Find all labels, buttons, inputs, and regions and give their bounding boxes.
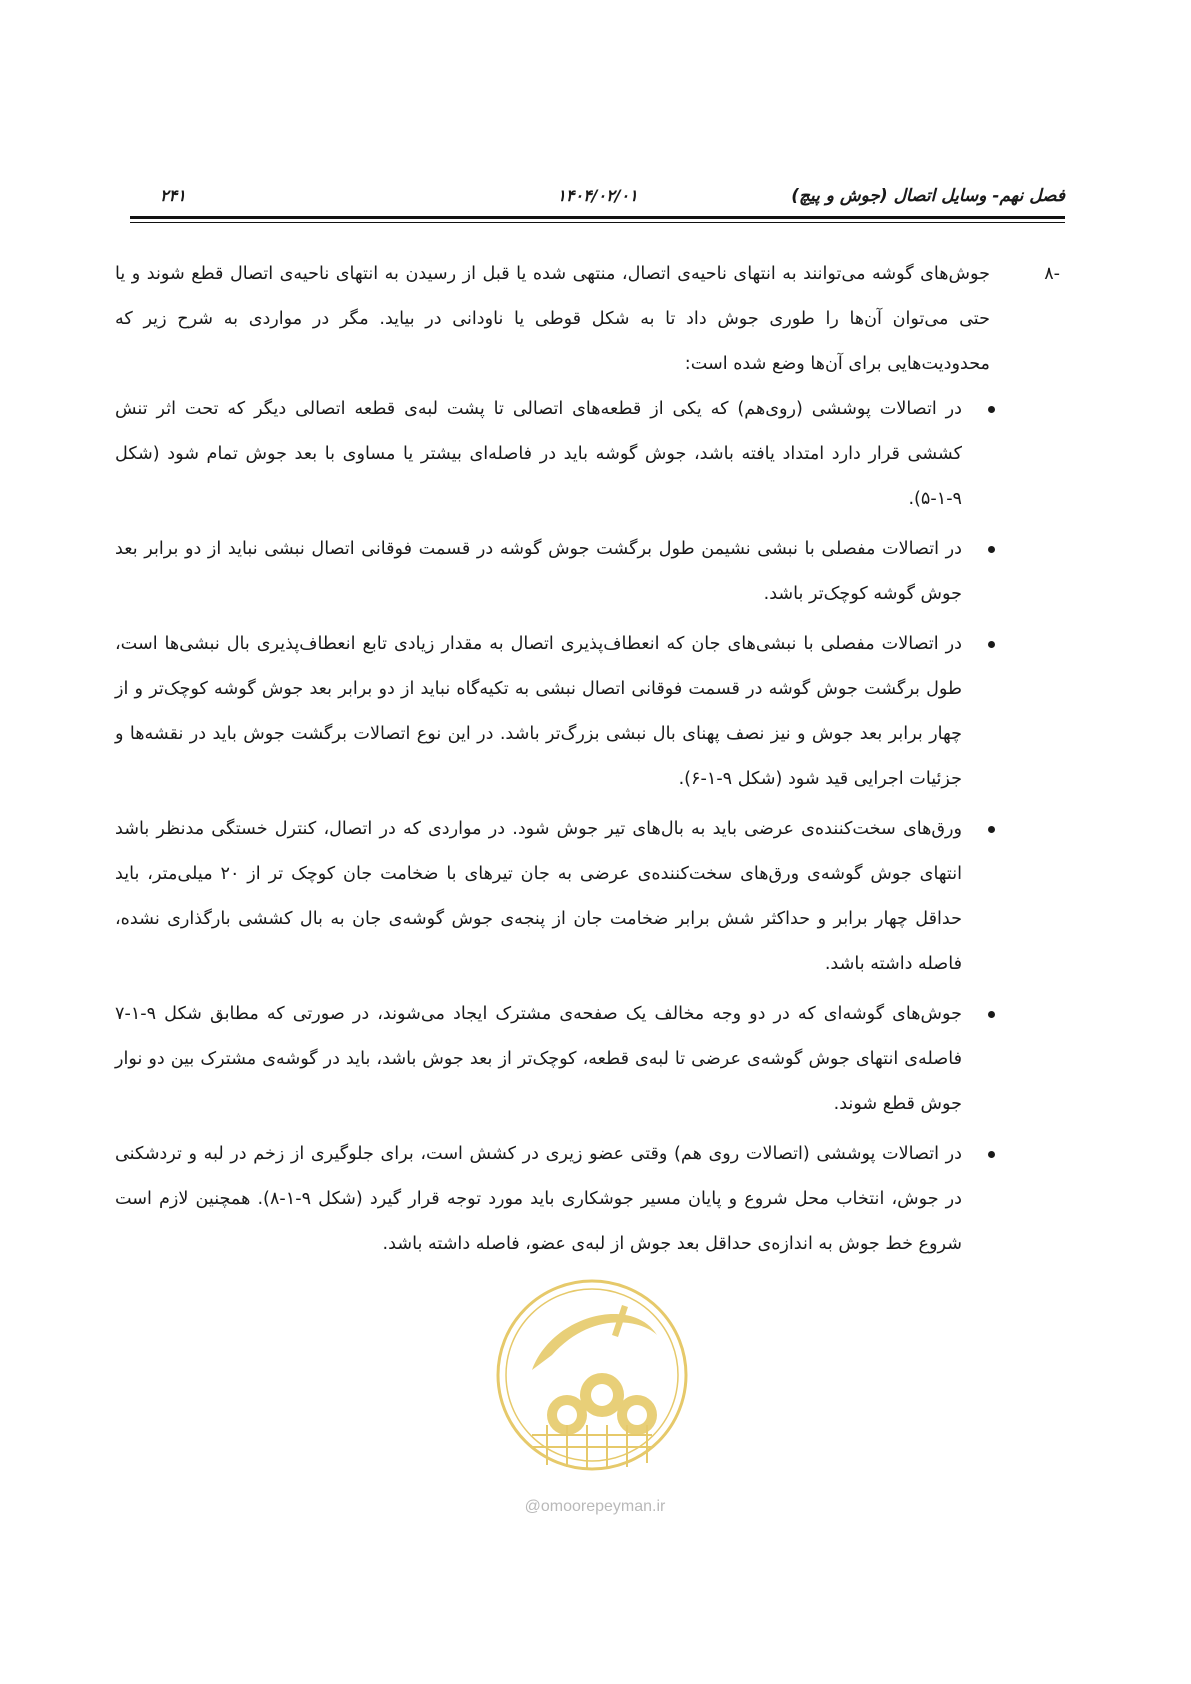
bullet-text: ورق‌های سخت‌کننده‌ی عرضی باید به بال‌های تیر جوش شود. در مواردی که در اتصال، کنترل خستگی مدنظر باشد انتهای جوش گوشه‌ی ورق‌های سخت‌کننده‌ی عرضی به جان تیرهای با ضخامت جان کوچک تر از ۲۰ میلی‌متر، باید حداقل چهار برابر و حداکثر شش برابر ضخامت جان از پنجه‌ی جوش گوشه‌ی جان به بال کششی بارگذاری نشده، فاصله داشته باشد. [115,819,963,974]
page-header [130,186,1065,214]
bullet-text: جوش‌های گوشه‌ای که در دو وجه مخالف یک صفحه‌ی مشترک ایجاد می‌شوند، در صورتی که مطابق شکل ۹-۱-۷ فاصله‌ی انتهای جوش گوشه‌ی عرضی تا لبه‌ی قطعه، کوچک‌تر از بعد جوش باشد، باید در گوشه‌ی مشترک بین دو نوار جوش قطع شوند. [115,1004,962,1114]
bullet-text: در اتصالات مفصلی با نبشی نشیمن طول برگشت جوش گوشه در قسمت فوقانی اتصال نبشی نباید از دو برابر بعد جوش گوشه کوچک‌تر باشد. [115,539,962,604]
bullet-text: در اتصالات پوششی (اتصالات روی هم) وقتی عضو زیری در کشش است، برای جلوگیری از زخم در لبه و تردشکنی در جوش، انتخاب محل شروع و پایان مسیر جوشکاری باید مورد توجه قرار گیرد (شکل ۹-۱-۸). همچنین لازم است شروع خط جوش به اندازه‌ی حداقل بعد جوش از لبه‌ی عضو، فاصله داشته باشد. [115,1144,963,1254]
numbered-item-8 [115,252,1060,387]
item-8-text: جوش‌های گوشه می‌توانند به انتهای ناحیه‌ی اتصال، منتهی شده یا قبل از رسیدن به انتهای ناحیه‌ی اتصال قطع شوند و یا حتی می‌توان آن‌ها را طوری جوش داد تا به شکل قوطی یا ناودانی در بیاید. مگر در مواردی به شرح زیر که محدودیت‌هایی برای آن‌ها وضع شده است: [115,264,990,374]
bullet-text: در اتصالات مفصلی با نبشی‌های جان که انعطاف‌پذیری اتصال به مقدار زیادی تابع انعطاف‌پذیری بال نبشی‌ها است، طول برگشت جوش گوشه در قسمت فوقانی اتصال نبشی به تکیه‌گاه نباید از دو برابر بعد جوش گوشه کوچک‌تر و از چهار برابر بعد جوش و نیز نصف پهنای بال نبشی بزرگ‌تر باشد. در این نوع اتصالات برگشت جوش باید در نقشه‌ها و جزئیات اجرایی قید شود (شکل ۹-۱-۶). [115,634,962,789]
bullet-dot-icon [988,1011,995,1018]
bullet-list [115,387,1020,1267]
page-number: ۲۴۱ [160,186,186,205]
watermark-site-text: @omoorepeyman.ir [524,1498,666,1515]
bullet-item [115,1132,990,1267]
body-content [115,252,1060,1272]
bullet-item [115,622,990,802]
bullet-dot-icon [988,1151,995,1158]
bullet-dot-icon [988,406,995,413]
bullet-item [115,992,990,1127]
watermark-logo-icon [492,1275,692,1475]
header-rule-thick [130,216,1065,219]
bullet-dot-icon [988,826,995,833]
header-date: ۱۴۰۴/۰۲/۰۱ [557,186,638,205]
bullet-text: در اتصالات پوششی (روی‌هم) که یکی از قطعه‌های اتصالی تا پشت لبه‌ی قطعه اتصالی دیگر که تحت اثر تنش کششی قرار دارد امتداد یافته باشد، جوش گوشه باید در فاصله‌ای بیشتر یا مساوی با بعد جوش تمام شود (شکل ۹-۱-۵). [115,399,962,509]
bullet-item [115,527,990,617]
bullet-item [115,387,990,522]
bullet-dot-icon [988,546,995,553]
bullet-dot-icon [988,641,995,648]
chapter-title: فصل نهم- وسایل اتصال (جوش و پیچ) [791,186,1065,206]
item-number: -۸ [1044,264,1060,284]
bullet-item [115,807,990,987]
header-rule-thin [130,222,1065,223]
